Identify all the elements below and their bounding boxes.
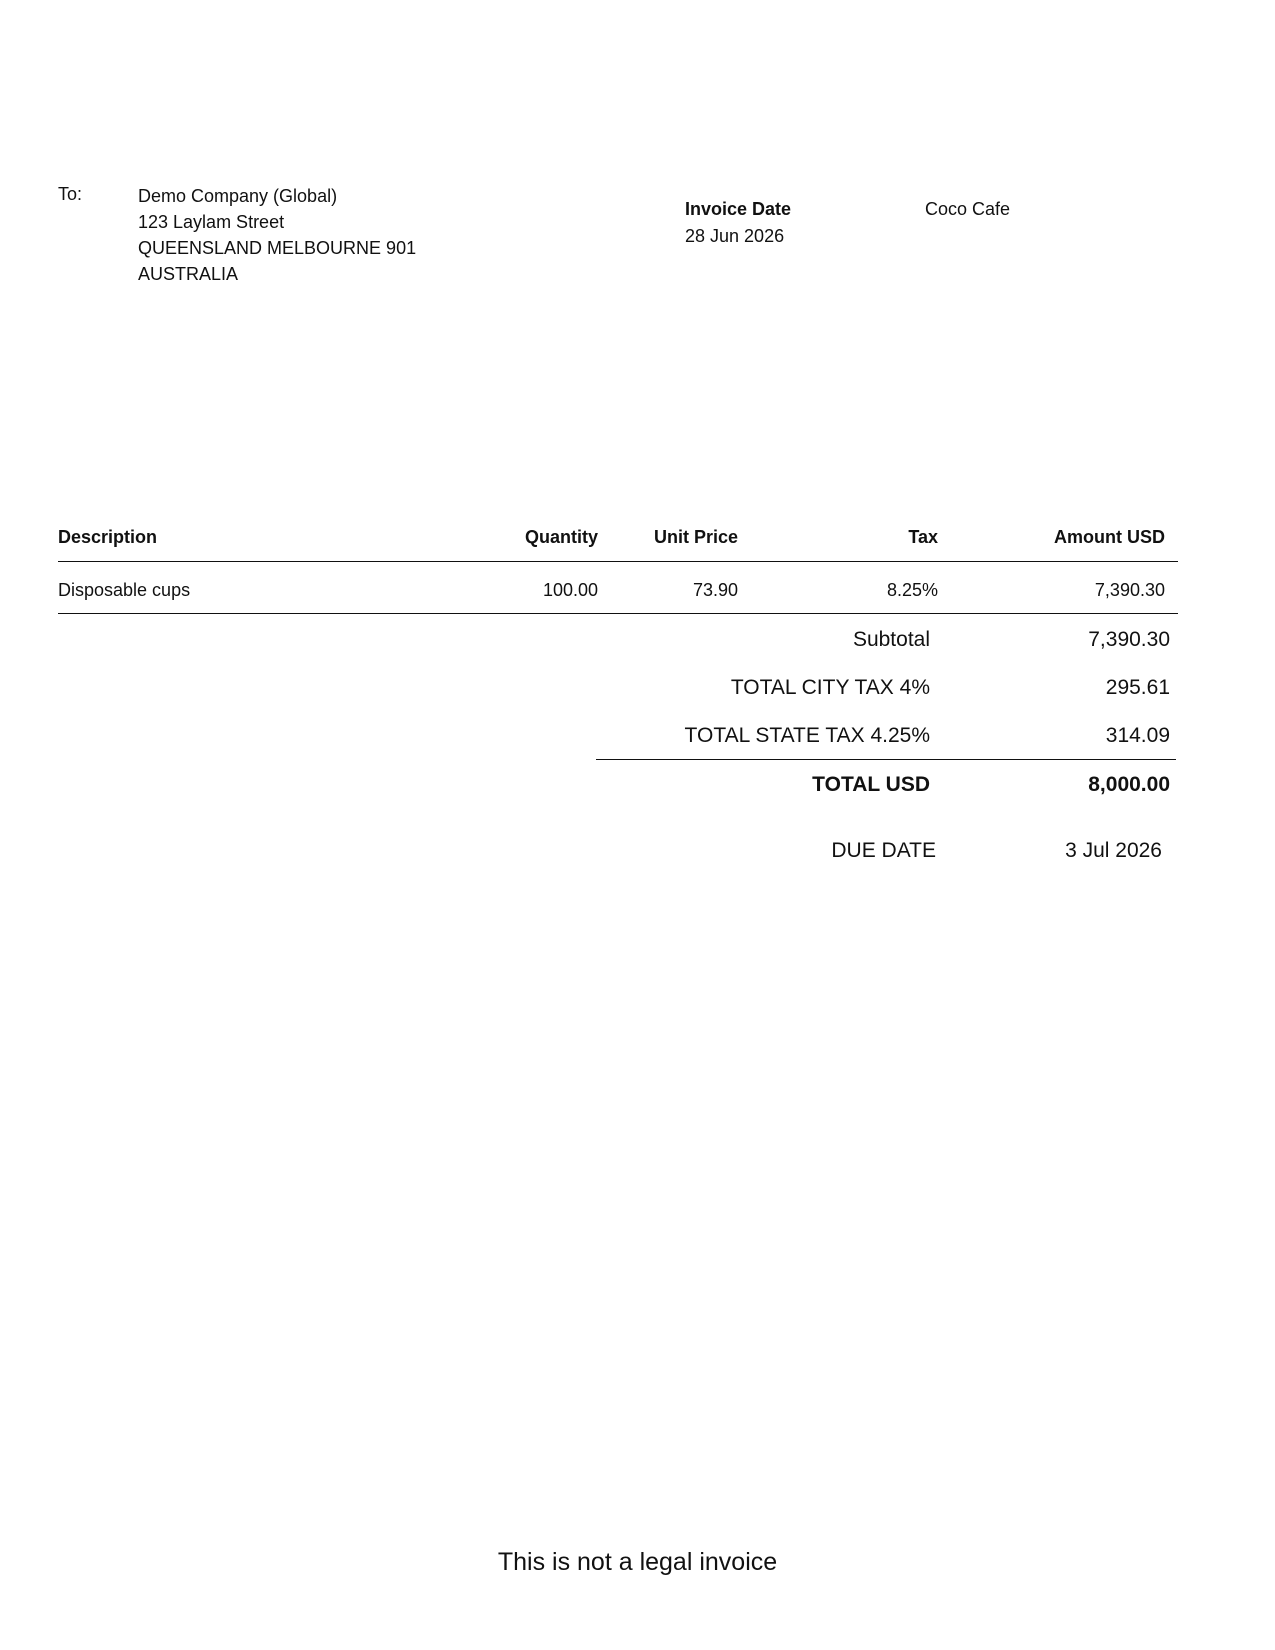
city-tax-value: 295.61 (1105, 676, 1170, 699)
recipient-name: Demo Company (Global) (138, 186, 338, 206)
col-header-tax: Tax (908, 527, 938, 547)
due-date-value: 3 Jul 2026 (1065, 839, 1162, 862)
recipient-country: AUSTRALIA (138, 264, 239, 284)
subtotal-label: Subtotal (852, 628, 930, 651)
row-tax: 8.25% (886, 580, 938, 600)
col-header-unit-price: Unit Price (653, 527, 738, 547)
due-date-label: DUE DATE (831, 839, 936, 862)
row-divider (58, 613, 1178, 614)
row-amount: 7,390.30 (1094, 580, 1165, 600)
state-tax-value: 314.09 (1105, 724, 1170, 747)
col-header-description: Description (58, 527, 158, 547)
row-unit-price: 73.90 (692, 580, 738, 600)
to-label: To: (58, 184, 83, 204)
col-header-quantity: Quantity (524, 527, 598, 547)
row-quantity: 100.00 (542, 580, 598, 600)
header-divider (58, 561, 1178, 562)
invoice-date-label: Invoice Date (685, 199, 792, 219)
sender-company: Coco Cafe (925, 199, 1011, 219)
subtotal-value: 7,390.30 (1088, 628, 1170, 651)
recipient-city: QUEENSLAND MELBOURNE 901 (138, 238, 417, 258)
state-tax-label: TOTAL STATE TAX 4.25% (684, 724, 930, 747)
recipient-street: 123 Laylam Street (138, 212, 285, 232)
col-header-amount: Amount USD (1054, 527, 1165, 547)
total-value: 8,000.00 (1088, 773, 1170, 796)
city-tax-label: TOTAL CITY TAX 4% (730, 676, 930, 699)
totals-divider (596, 759, 1176, 760)
row-description: Disposable cups (58, 580, 191, 600)
total-label: TOTAL USD (812, 773, 930, 796)
footer-note: This is not a legal invoice (497, 1548, 778, 1576)
invoice-date-value: 28 Jun 2026 (685, 226, 785, 246)
recipient-address (138, 183, 416, 287)
